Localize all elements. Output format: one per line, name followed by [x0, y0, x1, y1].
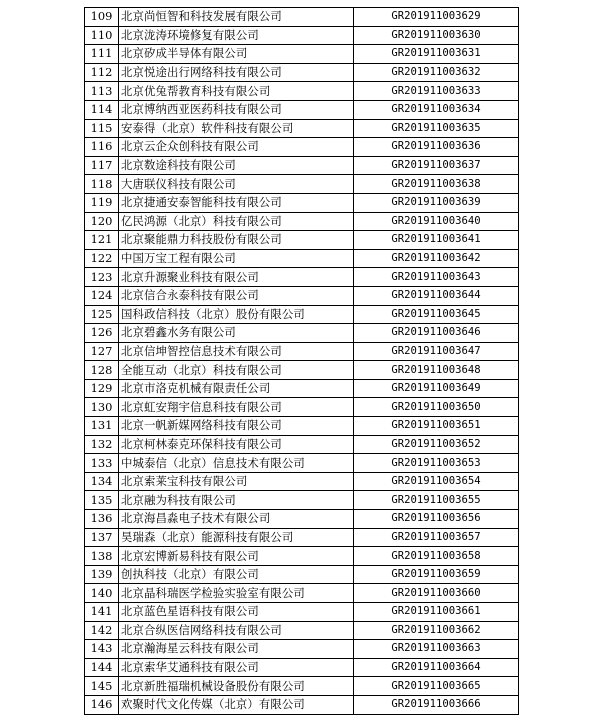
row-number: 132: [85, 435, 119, 454]
certificate-code: GR201911003629: [354, 8, 519, 27]
row-number: 113: [85, 82, 119, 101]
certificate-code: GR201911003653: [354, 454, 519, 473]
table-row: [85, 547, 519, 566]
row-number: 109: [85, 8, 119, 27]
certificate-code: GR201911003649: [354, 379, 519, 398]
row-number: 111: [85, 45, 119, 64]
company-name: 北京虹安翔宇信息科技有限公司: [119, 398, 354, 417]
table-row: [85, 603, 519, 622]
certificate-code: GR201911003643: [354, 268, 519, 287]
row-number: 125: [85, 305, 119, 324]
certificate-code: GR201911003660: [354, 584, 519, 603]
table-row: [85, 268, 519, 287]
certificate-code: GR201911003639: [354, 193, 519, 212]
row-number: 122: [85, 249, 119, 268]
table-row: [85, 435, 519, 454]
company-name: 北京蓝色星语科技有限公司: [119, 603, 354, 622]
certificate-code: GR201911003664: [354, 658, 519, 677]
certificate-code: GR201911003654: [354, 472, 519, 491]
company-name: 安泰得（北京）软件科技有限公司: [119, 119, 354, 138]
table-row: [85, 119, 519, 138]
row-number: 130: [85, 398, 119, 417]
row-number: 126: [85, 324, 119, 343]
table-row: [85, 640, 519, 659]
company-name: 北京晶科瑞医学检验实验室有限公司: [119, 584, 354, 603]
company-name: 创执科技（北京）有限公司: [119, 565, 354, 584]
company-name: 北京捷通安泰智能科技有限公司: [119, 193, 354, 212]
company-name: 北京云企众创科技有限公司: [119, 138, 354, 157]
row-number: 142: [85, 621, 119, 640]
certificate-code: GR201911003642: [354, 249, 519, 268]
certificate-code: GR201911003656: [354, 510, 519, 529]
table-row: [85, 82, 519, 101]
company-name: 北京博纳西亚医药科技有限公司: [119, 100, 354, 119]
company-name: 北京海昌淼电子技术有限公司: [119, 510, 354, 529]
table-row: [85, 249, 519, 268]
certificate-code: GR201911003661: [354, 603, 519, 622]
certificate-code: GR201911003638: [354, 175, 519, 194]
table-row: [85, 193, 519, 212]
certificate-code: GR201911003636: [354, 138, 519, 157]
company-name: 国科政信科技（北京）股份有限公司: [119, 305, 354, 324]
company-name: 大唐联仪科技有限公司: [119, 175, 354, 194]
table-row: [85, 305, 519, 324]
certificate-code: GR201911003635: [354, 119, 519, 138]
company-name: 北京瀚海星云科技有限公司: [119, 640, 354, 659]
row-number: 138: [85, 547, 119, 566]
row-number: 118: [85, 175, 119, 194]
table-row: [85, 621, 519, 640]
row-number: 121: [85, 231, 119, 250]
table-row: [85, 510, 519, 529]
company-name: 中国万宝工程有限公司: [119, 249, 354, 268]
company-name: 北京泷涛环境修复有限公司: [119, 26, 354, 45]
row-number: 129: [85, 379, 119, 398]
table-row: [85, 231, 519, 250]
company-name: 北京尚恒智和科技发展有限公司: [119, 8, 354, 27]
company-name: 北京升源聚业科技有限公司: [119, 268, 354, 287]
certificate-code: GR201911003637: [354, 156, 519, 175]
row-number: 134: [85, 472, 119, 491]
company-name: 北京优兔帮教育科技有限公司: [119, 82, 354, 101]
table-row: [85, 26, 519, 45]
company-name: 北京悦途出行网络科技有限公司: [119, 63, 354, 82]
row-number: 117: [85, 156, 119, 175]
company-name: 北京合纵医信网络科技有限公司: [119, 621, 354, 640]
table-row: [85, 175, 519, 194]
row-number: 136: [85, 510, 119, 529]
table-row: [85, 361, 519, 380]
table-row: [85, 584, 519, 603]
row-number: 123: [85, 268, 119, 287]
table-row: [85, 45, 519, 64]
row-number: 110: [85, 26, 119, 45]
certificate-code: GR201911003632: [354, 63, 519, 82]
certificate-code: GR201911003657: [354, 528, 519, 547]
row-number: 145: [85, 677, 119, 696]
certificate-code: GR201911003666: [354, 695, 519, 714]
company-name: 北京碧鑫水务有限公司: [119, 324, 354, 343]
company-name: 北京柯林泰克环保科技有限公司: [119, 435, 354, 454]
table-row: [85, 658, 519, 677]
table-row: [85, 528, 519, 547]
certificate-code: GR201911003640: [354, 212, 519, 231]
row-number: 128: [85, 361, 119, 380]
company-name: 北京融为科技有限公司: [119, 491, 354, 510]
row-number: 144: [85, 658, 119, 677]
table-row: [85, 342, 519, 361]
company-name: 北京市洛克机械有限责任公司: [119, 379, 354, 398]
certificate-code: GR201911003644: [354, 286, 519, 305]
certificate-code: GR201911003655: [354, 491, 519, 510]
table-row: [85, 138, 519, 157]
table-row: [85, 100, 519, 119]
company-name: 北京新胜福瑞机械设备股份有限公司: [119, 677, 354, 696]
row-number: 115: [85, 119, 119, 138]
row-number: 114: [85, 100, 119, 119]
company-name: 北京矽成半导体有限公司: [119, 45, 354, 64]
certificate-code: GR201911003659: [354, 565, 519, 584]
company-name: 北京信坤智控信息技术有限公司: [119, 342, 354, 361]
certificate-code: GR201911003663: [354, 640, 519, 659]
row-number: 139: [85, 565, 119, 584]
table-row: [85, 379, 519, 398]
row-number: 133: [85, 454, 119, 473]
company-name: 中城泰信（北京）信息技术有限公司: [119, 454, 354, 473]
table-row: [85, 491, 519, 510]
row-number: 120: [85, 212, 119, 231]
certificate-code: GR201911003645: [354, 305, 519, 324]
table-row: [85, 286, 519, 305]
company-name: 北京数途科技有限公司: [119, 156, 354, 175]
table-row: [85, 472, 519, 491]
company-name: 北京索莱宝科技有限公司: [119, 472, 354, 491]
company-name: 昊瑞森（北京）能源科技有限公司: [119, 528, 354, 547]
row-number: 141: [85, 603, 119, 622]
certificate-code: GR201911003658: [354, 547, 519, 566]
certificate-code: GR201911003651: [354, 417, 519, 436]
company-name: 北京一帆新媒网络科技有限公司: [119, 417, 354, 436]
table-row: [85, 324, 519, 343]
row-number: 116: [85, 138, 119, 157]
row-number: 119: [85, 193, 119, 212]
company-name: 全能互动（北京）科技有限公司: [119, 361, 354, 380]
certificate-code: GR201911003646: [354, 324, 519, 343]
certificate-code: GR201911003630: [354, 26, 519, 45]
row-number: 140: [85, 584, 119, 603]
table-row: [85, 63, 519, 82]
certificate-code: GR201911003641: [354, 231, 519, 250]
certificate-code: GR201911003631: [354, 45, 519, 64]
row-number: 112: [85, 63, 119, 82]
table-row: [85, 417, 519, 436]
row-number: 143: [85, 640, 119, 659]
table-row: [85, 677, 519, 696]
certificate-code: GR201911003662: [354, 621, 519, 640]
table-row: [85, 398, 519, 417]
company-name: 北京信合永泰科技有限公司: [119, 286, 354, 305]
table-row: [85, 212, 519, 231]
certificate-code: GR201911003652: [354, 435, 519, 454]
table-row: [85, 695, 519, 714]
certificate-code: GR201911003634: [354, 100, 519, 119]
certificate-code: GR201911003633: [354, 82, 519, 101]
row-number: 135: [85, 491, 119, 510]
row-number: 131: [85, 417, 119, 436]
company-name: 北京聚能鼎力科技股份有限公司: [119, 231, 354, 250]
certificate-table: [84, 7, 519, 715]
company-name: 欢聚时代文化传媒（北京）有限公司: [119, 695, 354, 714]
certificate-code: GR201911003648: [354, 361, 519, 380]
table-row: [85, 454, 519, 473]
table-row: [85, 156, 519, 175]
row-number: 124: [85, 286, 119, 305]
row-number: 137: [85, 528, 119, 547]
certificate-code: GR201911003647: [354, 342, 519, 361]
company-name: 亿民鸿源（北京）科技有限公司: [119, 212, 354, 231]
company-name: 北京宏博新易科技有限公司: [119, 547, 354, 566]
certificate-code: GR201911003665: [354, 677, 519, 696]
table-body: [85, 8, 519, 715]
certificate-code: GR201911003650: [354, 398, 519, 417]
row-number: 146: [85, 695, 119, 714]
row-number: 127: [85, 342, 119, 361]
table-row: [85, 565, 519, 584]
company-name: 北京索华艾通科技有限公司: [119, 658, 354, 677]
table-row: [85, 8, 519, 27]
